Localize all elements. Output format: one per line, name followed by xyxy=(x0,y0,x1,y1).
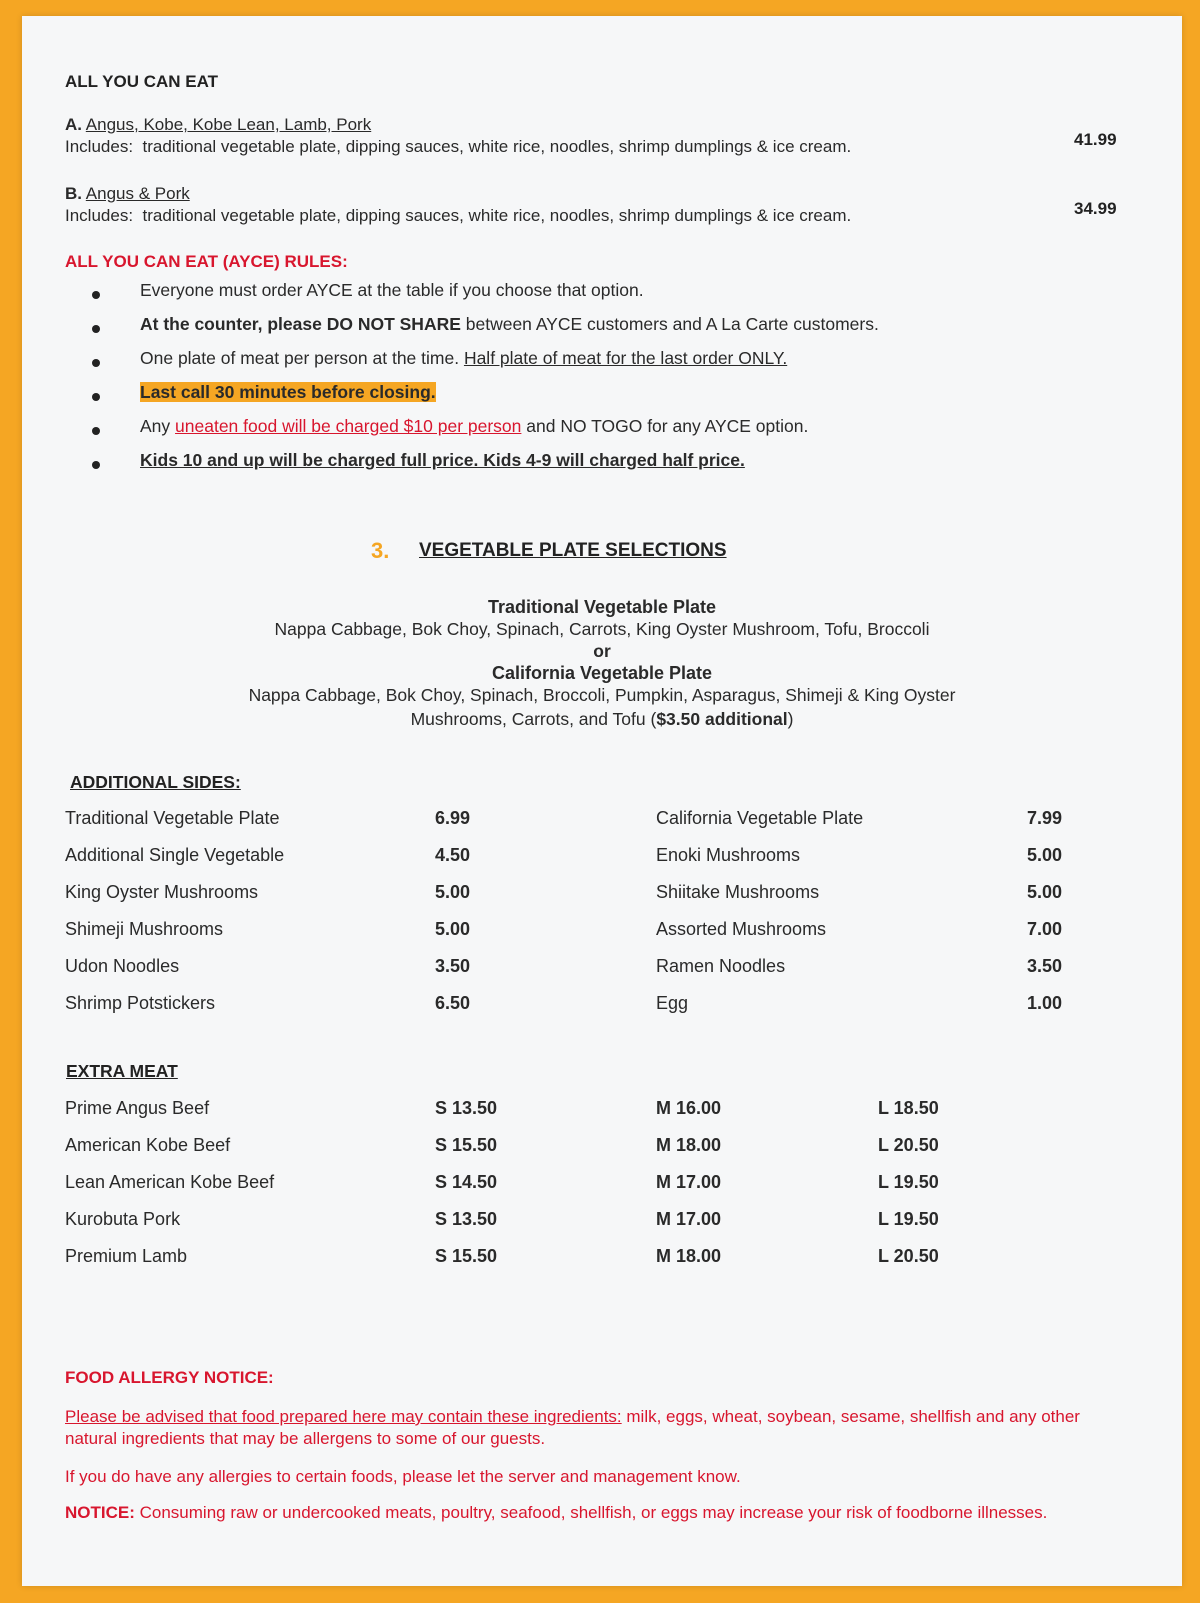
notice-text: Consuming raw or undercooked meats, poultry, seafood, shellfish, or eggs may increase your risk of foodborne illnesses. xyxy=(134,1503,1048,1522)
side-item-name: Additional Single Vegetable xyxy=(65,845,285,865)
bullet-icon xyxy=(92,427,100,435)
rule-6: Kids 10 and up will be charged full price. Kids 4-9 will charged half price. xyxy=(140,450,745,470)
cal-additional-price: $3.50 additional xyxy=(656,709,788,729)
side-item-price: 3.50 xyxy=(1027,956,1063,976)
rule-5-b: and NO TOGO for any AYCE option. xyxy=(521,416,809,436)
side-item-price: 6.99 xyxy=(435,808,471,828)
ayce-option-a-includes xyxy=(65,136,851,158)
includes-label: Includes: xyxy=(65,137,134,156)
side-item-name: Ramen Noodles xyxy=(656,956,786,976)
bullet-icon xyxy=(92,291,100,299)
trad-plate-items: Nappa Cabbage, Bok Choy, Spinach, Carrots, King Oyster Mushroom, Tofu, Broccoli xyxy=(274,619,930,639)
side-item-name: Udon Noodles xyxy=(65,956,180,976)
ayce-option-a-price: 41.99 xyxy=(1074,130,1117,149)
sides-title: ADDITIONAL SIDES: xyxy=(70,772,241,792)
rule-3-plain: One plate of meat per person at the time. xyxy=(140,348,464,368)
rule-2-bold: At the counter, please DO NOT SHARE xyxy=(140,314,461,334)
rule-2 xyxy=(140,314,879,335)
allergy-title: FOOD ALLERGY NOTICE: xyxy=(65,1368,274,1387)
side-item-price: 1.00 xyxy=(1027,993,1063,1013)
option-name: Angus, Kobe, Kobe Lean, Lamb, Pork xyxy=(85,115,372,134)
bullet-icon xyxy=(92,393,100,401)
bullet-icon xyxy=(92,325,100,333)
meat-price-small: S 15.50 xyxy=(435,1246,498,1266)
ayce-option-b-name xyxy=(65,183,190,205)
meat-price-small: S 13.50 xyxy=(435,1098,498,1118)
meat-name: Kurobuta Pork xyxy=(65,1209,181,1229)
side-item-name: King Oyster Mushrooms xyxy=(65,882,259,902)
ayce-option-b-price: 34.99 xyxy=(1074,199,1117,218)
meat-price-large: L 20.50 xyxy=(878,1246,939,1266)
side-item-price: 5.00 xyxy=(435,882,471,902)
rule-2-rest: between AYCE customers and A La Carte customers. xyxy=(460,314,879,334)
rule-4-highlight: Last call 30 minutes before closing. xyxy=(140,382,436,402)
allergy-paragraph-2: If you do have any allergies to certain foods, please let the server and management know. xyxy=(65,1467,741,1486)
includes-text: traditional vegetable plate, dipping sauces, white rice, noodles, shrimp dumplings & ice cream. xyxy=(142,137,852,156)
meat-price-medium: M 16.00 xyxy=(656,1098,722,1118)
side-item-name: Egg xyxy=(656,993,689,1013)
side-item-name: Assorted Mushrooms xyxy=(656,919,827,939)
meat-name: American Kobe Beef xyxy=(65,1135,231,1155)
rule-5-a: Any xyxy=(140,416,176,436)
notice-label: NOTICE: xyxy=(65,1503,135,1522)
meat-price-medium: M 17.00 xyxy=(656,1172,722,1192)
side-item-price: 7.99 xyxy=(1027,808,1063,828)
cal-plate-items-2 xyxy=(22,708,1182,730)
meat-price-medium: M 18.00 xyxy=(656,1135,722,1155)
extra-meat-title: EXTRA MEAT xyxy=(66,1061,178,1081)
option-letter: A. xyxy=(65,115,82,134)
rule-3 xyxy=(140,348,787,369)
meat-price-large: L 20.50 xyxy=(878,1135,939,1155)
meat-name: Lean American Kobe Beef xyxy=(65,1172,275,1192)
side-item-price: 3.50 xyxy=(435,956,471,976)
cal-items-text: Mushrooms, Carrots, and Tofu ( xyxy=(410,709,657,729)
side-item-price: 5.00 xyxy=(435,919,471,939)
allergy-p1-underline: Please be advised that food prepared here may contain these ingredients: xyxy=(65,1407,622,1426)
menu-sheet xyxy=(22,16,1182,1586)
ayce-option-a-name xyxy=(65,114,371,136)
cal-items-close: ) xyxy=(787,709,794,729)
cal-plate-items-1: Nappa Cabbage, Bok Choy, Spinach, Broccoli, Pumpkin, Asparagus, Shimeji & King Oyster xyxy=(248,685,956,705)
veg-section-title: VEGETABLE PLATE SELECTIONS xyxy=(419,540,727,561)
allergy-paragraph-3 xyxy=(65,1502,1135,1524)
side-item-name: Enoki Mushrooms xyxy=(656,845,801,865)
allergy-paragraph-1 xyxy=(65,1406,1135,1450)
rule-1: Everyone must order AYCE at the table if you choose that option. xyxy=(140,280,644,300)
side-item-name: Shiitake Mushrooms xyxy=(656,882,820,902)
side-item-name: California Vegetable Plate xyxy=(656,808,864,828)
ayce-option-b-includes xyxy=(65,205,851,227)
meat-price-small: S 15.50 xyxy=(435,1135,498,1155)
rule-4 xyxy=(140,382,436,403)
meat-name: Premium Lamb xyxy=(65,1246,188,1266)
option-letter: B. xyxy=(65,184,82,203)
side-item-price: 5.00 xyxy=(1027,845,1063,865)
or-label: or xyxy=(593,641,611,661)
side-item-price: 7.00 xyxy=(1027,919,1063,939)
includes-label: Includes: xyxy=(65,206,134,225)
rules-title: ALL YOU CAN EAT (AYCE) RULES: xyxy=(65,252,348,271)
side-item-name: Shimeji Mushrooms xyxy=(65,919,224,939)
meat-name: Prime Angus Beef xyxy=(65,1098,210,1118)
ayce-title: ALL YOU CAN EAT xyxy=(65,72,219,91)
meat-price-medium: M 18.00 xyxy=(656,1246,722,1266)
allergy-p1-rest: milk, eggs, wheat, soybean, sesame, shellfish and any other natural ingredients that may be allergens to some of our guests. xyxy=(65,1407,1080,1448)
rule-5-red: uneaten food will be charged $10 per person xyxy=(175,416,522,436)
meat-price-small: S 14.50 xyxy=(435,1172,498,1192)
bullet-icon xyxy=(92,359,100,367)
side-item-name: Traditional Vegetable Plate xyxy=(65,808,280,828)
includes-text: traditional vegetable plate, dipping sauces, white rice, noodles, shrimp dumplings & ice cream. xyxy=(142,206,852,225)
cal-plate-title: California Vegetable Plate xyxy=(491,663,713,683)
side-item-name: Shrimp Potstickers xyxy=(65,993,216,1013)
meat-price-large: L 19.50 xyxy=(878,1172,939,1192)
meat-price-medium: M 17.00 xyxy=(656,1209,722,1229)
meat-price-large: L 18.50 xyxy=(878,1098,939,1118)
rule-5 xyxy=(140,416,808,437)
meat-price-small: S 13.50 xyxy=(435,1209,498,1229)
section-number: 3. xyxy=(371,538,390,563)
meat-price-large: L 19.50 xyxy=(878,1209,939,1229)
bullet-icon xyxy=(92,461,100,469)
side-item-price: 6.50 xyxy=(435,993,471,1013)
trad-plate-title: Traditional Vegetable Plate xyxy=(487,597,717,617)
side-item-price: 5.00 xyxy=(1027,882,1063,902)
option-name: Angus & Pork xyxy=(85,184,190,203)
rule-3-underline: Half plate of meat for the last order ONLY. xyxy=(463,348,788,368)
side-item-price: 4.50 xyxy=(435,845,471,865)
